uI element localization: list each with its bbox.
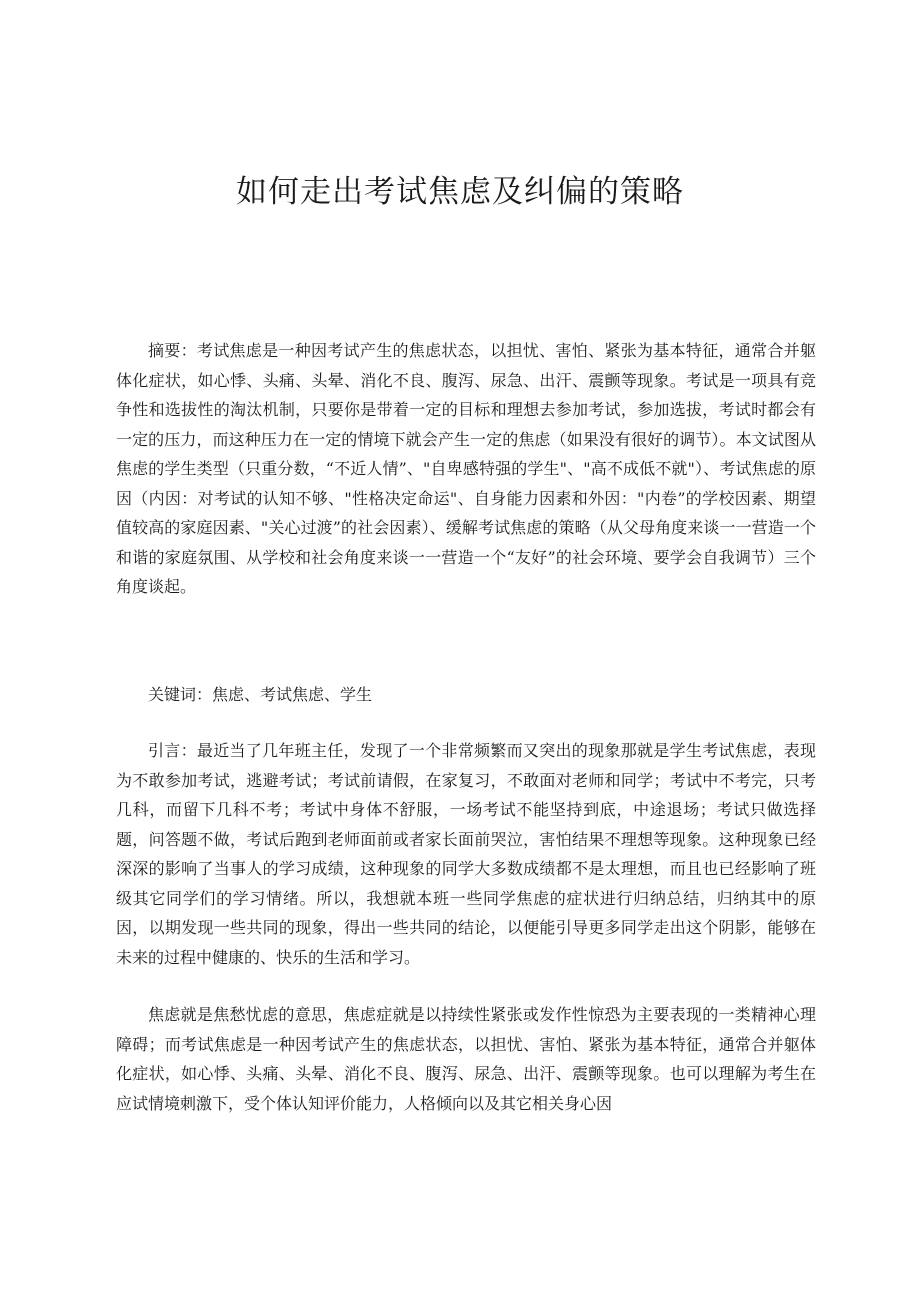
- abstract-paragraph: 摘要：考试焦虑是一种因考试产生的焦虑状态，以担忧、害怕、紧张为基本特征，通常合并躯体化症状，如心悸、头痛、头晕、消化不良、腹泻、尿急、出汗、震颤等现象。考试是一项具有竞争性和选拔性的淘汰机制，只要你是带着一定的目标和理想去参加考试，参加选拔，考试时都会有一定的压力，而这种压力在一定的情境下就会产生一定的焦虑（如果没有很好的调节）。本文试图从焦虑的学生类型（只重分数，“不近人情”、"自卑感特强的学生"、"高不成低不就"）、考试焦虑的原因（内因：对考试的认知不够、"性格决定命运"、自身能力因素和外因："内卷”的学校因素、期望值较高的家庭因素、"关心过渡”的社会因素）、缓解考试焦虑的策略（从父母角度来谈一一营造一个和谐的家庭氛围、从学校和社会角度来谈一一营造一个“友好”的社会环境、要学会自我调节）三个角度谈起。: [116, 341, 816, 596]
- keywords-paragraph: 关键词：焦虑、考试焦虑、学生: [148, 685, 373, 704]
- document-title: 如何走出考试焦虑及纠偏的策略: [236, 174, 684, 210]
- definition-paragraph: 焦虑就是焦愁忧虑的意思，焦虑症就是以持续性紧张或发作性惊恐为主要表现的一类精神心理障碍；而考试焦虑是一种因考试产生的焦虑状态，以担忧、害怕、紧张为基本特征，通常合并躯体化症状，如心悸、头痛、头晕、消化不良、腹泻、尿急、出汗、震颤等现象。也可以理解为考生在应试情境刺激下，受个体认知评价能力，人格倾向以及其它相关身心因: [116, 1005, 816, 1113]
- intro-paragraph: 引言：最近当了几年班主任，发现了一个非常频繁而又突出的现象那就是学生考试焦虑，表现为不敢参加考试，逃避考试；考试前请假，在家复习，不敢面对老师和同学；考试中不考完，只考几科，而留下几科不考；考试中身体不舒服，一场考试不能坚持到底，中途退场；考试只做选择题，问答题不做，考试后跑到老师面前或者家长面前哭泣，害怕结果不理想等现象。这种现象已经深深的影响了当事人的学习成绩，这种现象的同学大多数成绩都不是太理想，而且也已经影响了班级其它同学们的学习情绪。所以，我想就本班一些同学焦虑的症状进行归纳总结，归纳其中的原因，以期发现一些共同的现象，得出一些共同的结论，以便能引导更多同学走出这个阴影，能够在未来的过程中健康的、快乐的生活和学习。: [116, 741, 816, 967]
